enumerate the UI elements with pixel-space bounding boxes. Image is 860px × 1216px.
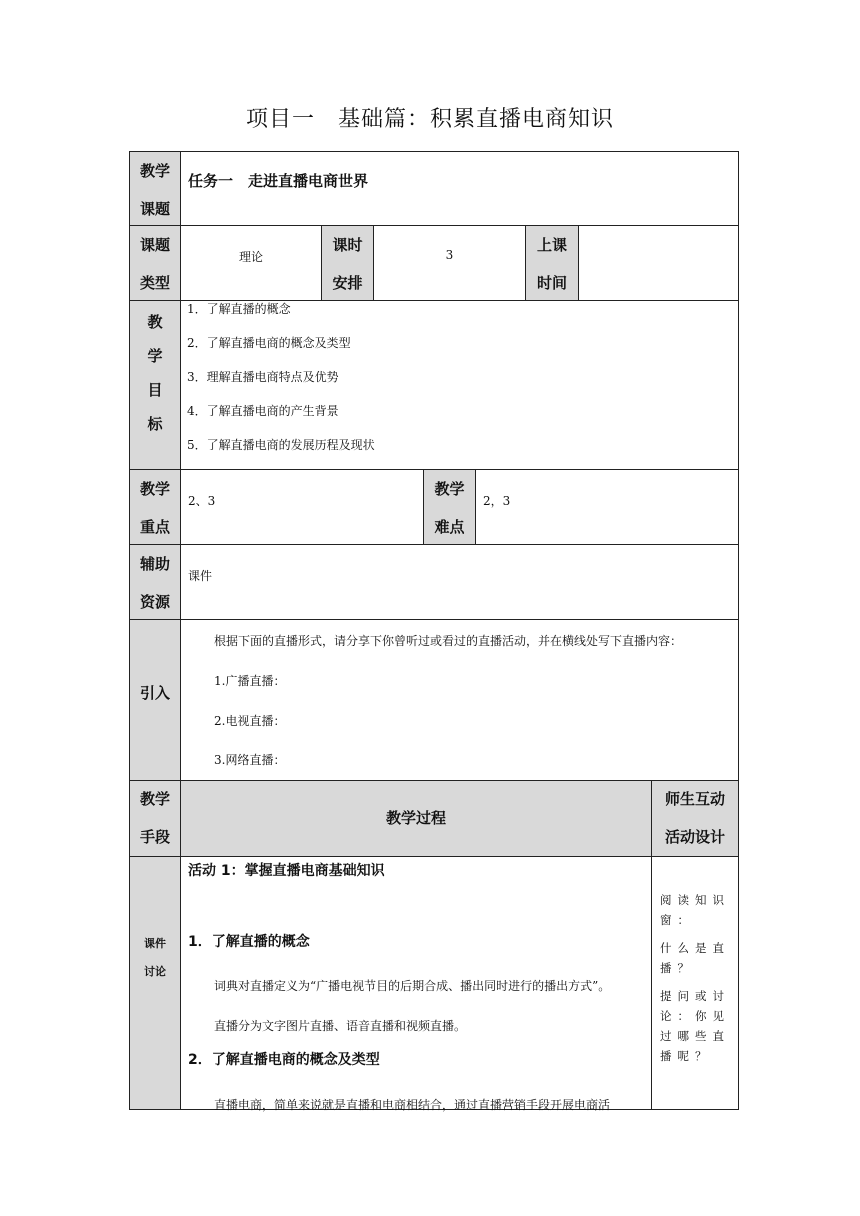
note: 什么是直播？ [660, 941, 730, 975]
resources-label: 辅助 资源 [139, 555, 170, 611]
list-item: 3．理解直播电商特点及优势 [187, 370, 339, 384]
interaction-notes [660, 890, 732, 1074]
interaction-header: 师生互动 活动设计 [664, 790, 725, 846]
key-points-value: 2、3 [188, 494, 216, 508]
paragraph: 直播电商，简单来说就是直播和电商相结合，通过直播营销手段开展电商活 [214, 1098, 611, 1112]
resources-value: 课件 [188, 569, 213, 583]
list-item: 4．了解直播电商的产生背景 [187, 404, 339, 418]
topic-value: 任务一 走进直播电商世界 [188, 172, 369, 190]
note: 阅读知识窗： [660, 893, 730, 927]
difficulty-label: 教学 难点 [434, 480, 465, 536]
topic-label: 教学 课题 [139, 162, 170, 218]
intro-prompt: 根据下面的直播形式，请分享下你曾听过或看过的直播活动，并在横线处写下直播内容： [214, 634, 683, 648]
type-label: 课题 类型 [139, 236, 170, 292]
class-time-label: 上课 时间 [536, 236, 567, 292]
objectives-label: 教 学 目 标 [147, 313, 163, 433]
page-title: 项目一 基础篇：积累直播电商知识 [245, 107, 614, 132]
intro-label: 引入 [139, 684, 170, 702]
process-header: 教学过程 [385, 809, 446, 827]
key-points-label: 教学 重点 [139, 480, 170, 536]
type-value: 理论 [238, 250, 263, 264]
paragraph: 直播分为文字图片直播、语音直播和视频直播。 [214, 1019, 467, 1033]
activity-title: 活动 1：掌握直播电商基础知识 [188, 863, 385, 879]
list-item: 5．了解直播电商的发展历程及现状 [187, 438, 375, 452]
intro-item-broadcast: 1.广播直播： [214, 674, 286, 688]
intro-item-tv: 2.电视直播： [214, 714, 286, 728]
objectives-list [187, 292, 375, 462]
intro-item-online: 3.网络直播： [214, 753, 286, 767]
list-item: 1．了解直播的概念 [187, 302, 291, 316]
section-live-concept: 1．了解直播的概念 [188, 934, 310, 950]
list-item: 2．了解直播电商的概念及类型 [187, 336, 351, 350]
hours-value: 3 [445, 248, 454, 262]
paragraph: 词典对直播定义为“广播电视节目的后期合成、播出同时进行的播出方式”。 [214, 979, 611, 993]
activity-method: 课件 讨论 [144, 937, 166, 978]
note: 提问或讨论：你见过哪些直播呢？ [660, 989, 730, 1063]
difficulty-value: 2，3 [483, 494, 511, 508]
hours-label: 课时 安排 [332, 236, 363, 292]
method-header: 教学 手段 [139, 790, 170, 846]
section-live-ecommerce: 2．了解直播电商的概念及类型 [188, 1052, 380, 1068]
